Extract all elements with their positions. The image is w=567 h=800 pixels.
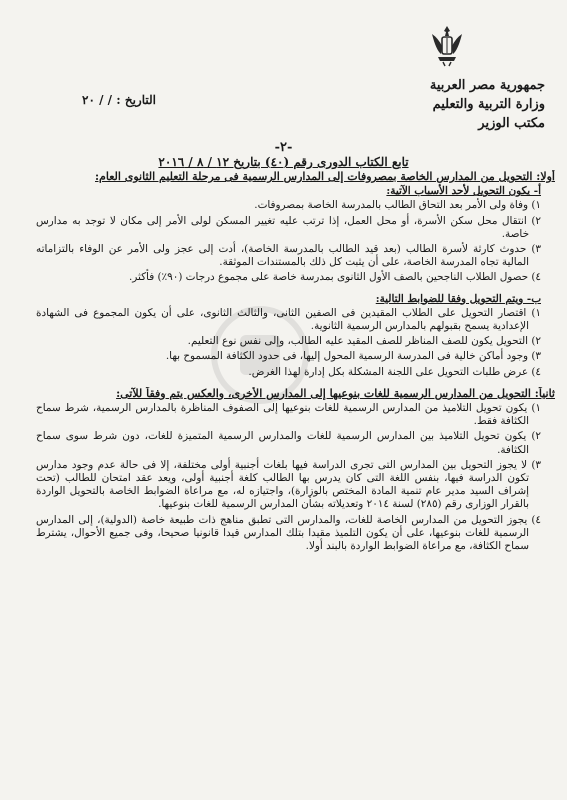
list-item: ١) اقتصار التحويل على الطلاب المقيدين فى الصفين الثانى، والثالث الثانوى، على أن يكون المجموع فى الشهادة الإعدادية يسمح بقبولهم بالمدارس الرسمية الثانوية. (36, 306, 541, 333)
section-2-heading: ثانياً: التحويل من المدارس الرسمية للغات بنوعيها إلى المدارس الأخرى، والعكس يتم وفقاً للآتى: (116, 386, 555, 400)
list-item: ٤) حصول الطلاب الناجحين بالصف الأول الثانوى بمدرسة خاصة على مجموع درجات (٩٠٪) فأكثر. (128, 271, 541, 284)
date-line: التاريخ : / / ٢٠ (82, 93, 156, 107)
list-item: ٢) التحويل يكون للصف المناظر للصف المقيد عليه الطالب، وإلى نفس نوع التعليم. (187, 335, 541, 348)
office-name: مكتب الوزير (478, 116, 545, 131)
list-item: ٢) يكون تحويل التلاميذ بين المدارس الرسمية للغات والمدارس الرسمية المتميزة للغات، دون شرط سوى سماح الكثافة. (36, 430, 541, 456)
list-item: ٤) عرض طلبات التحويل على اللجنة المشكلة بكل إدارة لهذا الغرض. (248, 365, 541, 378)
page-number: -٢- (274, 140, 293, 155)
document-body (36, 170, 555, 555)
section-1-heading: أولا: التحويل من المدارس الخاصة بمصروفات إلى المدارس الرسمية فى مرحلة التعليم الثانوى العام: (95, 170, 555, 183)
list-item: ٢) انتقال محل سكن الأسرة، أو محل العمل، إذا ترتب عليه تغيير المسكن لولى الأمر إلى مكان لا توجد به مدارس خاصة. (36, 214, 541, 240)
egypt-eagle-emblem-icon (428, 24, 466, 68)
list-item: ٣) وجود أماكن خالية فى المدرسة الرسمية المحول إليها، فى حدود الكثافة المسموح بها. (165, 350, 541, 363)
list-item: ٣) لا يجوز التحويل بين المدارس التى تجرى الدراسة فيها بلغات أجنبية أولى مختلفة، إلا فى حالة عدم وجود مدارس تكون الدراسة فيها، بنفس اللغة التى كان يدرس بها الطالب كلغة أجنبية أولى، ويعد عقد امتحان للطالب (تحت إشراف السيد مدير عام تنمية المادة المختص بالوزارة)، واجتيازه له، مع مراعاة الضوابط الخاصة بالتحويل الواردة بالقرار الوزارى رقم (٢٨٥) لسنة ٢٠١٤ وتعديلاته بشأن المدارس الرسمية للغات بنوعيها. (36, 458, 541, 511)
list-item: ٣) حدوث كارثة لأسرة الطالب (بعد قيد الطالب بالمدرسة الخاصة)، أدت إلى عجز ولى الأمر عن الوفاء بالتزاماته المالية تجاه المدرسة الخاصة، على أن يثبت كل ذلك بالمستندات الموثقة. (36, 243, 541, 269)
list-item: ٤) يجوز التحويل من المدارس الخاصة للغات، والمدارس التى تطبق مناهج ذات طبيعة خاصة (الدولية)، إلى المدارس الرسمية للغات بنوعيها، على أن يكون التلميذ مقيدا بتلك المدارس قيدا قانونيا صحيحا، وفى جميع الأحوال، يشترط سماح الكثافة، مع مراعاة الضوابط الواردة بالبند أولا. (36, 513, 541, 553)
document-title: تابع الكتاب الدورى رقم (٤٠) بتاريخ ١٢ / ٨ / ٢٠١٦ (158, 155, 409, 169)
section-1-sub-b: ب- ويتم التحويل وفقا للضوابط التالية: (375, 292, 541, 305)
list-item: ١) وفاة ولى الأمر بعد التحاق الطالب بالمدرسة الخاصة بمصروفات. (254, 199, 541, 212)
country-name: جمهورية مصر العربية (429, 78, 545, 93)
section-1-sub-a: أ- يكون التحويل لأحد الأسباب الآتية: (386, 185, 541, 198)
ministry-header (385, 76, 545, 133)
list-item: ١) يكون تحويل التلاميذ من المدارس الرسمية للغات بنوعيها إلى الصفوف المناظرة بالمدارس الرسمية، شرط سماح الكثافة فقط. (36, 402, 541, 428)
ministry-name: وزارة التربية والتعليم (432, 97, 545, 112)
